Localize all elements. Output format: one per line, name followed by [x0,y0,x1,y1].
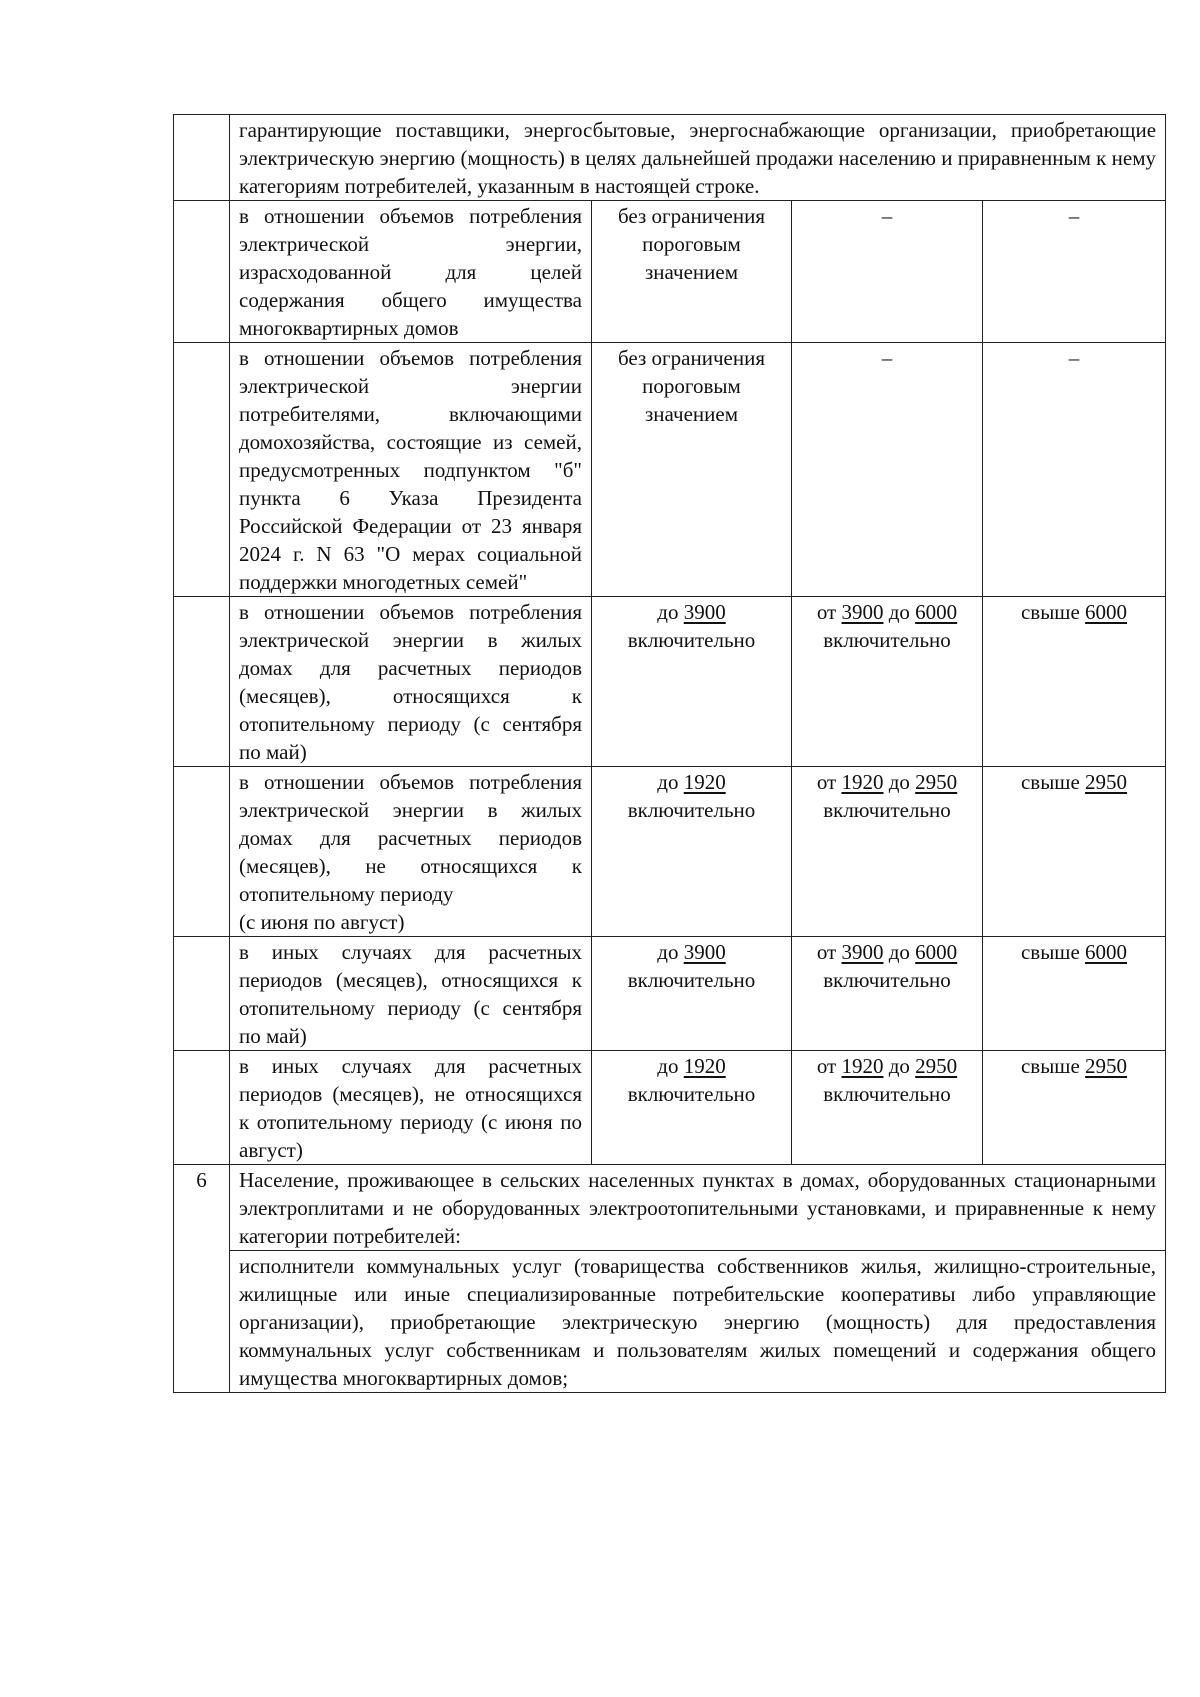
threshold-value-link[interactable]: 1920 [683,1054,726,1078]
table-row-large-families [174,343,1166,597]
suffix-text: включительно [823,1082,951,1106]
threshold-value-link[interactable]: 2950 [915,1054,958,1078]
threshold-upper [983,597,1166,767]
prefix-text: до [888,770,910,794]
table-row-houses-heating [174,597,1166,767]
threshold-middle [792,767,983,937]
table-row-suppliers [174,115,1166,201]
threshold-value-link[interactable]: 6000 [1085,940,1128,964]
prefix-text: от [816,600,837,624]
threshold-middle: – [792,201,983,343]
threshold-value-link[interactable]: 1920 [683,770,726,794]
threshold-middle [792,937,983,1051]
prefix-text: свыше [1020,1054,1080,1078]
threshold-upper [983,1051,1166,1165]
table-row-other-nonheating [174,1051,1166,1165]
threshold-lower [592,937,792,1051]
table-row-common-property [174,201,1166,343]
suffix-text: включительно [627,1082,756,1106]
threshold-upper [983,937,1166,1051]
prefix-text: до [657,770,679,794]
threshold-value-link[interactable]: 2950 [1085,770,1128,794]
threshold-value-link[interactable]: 6000 [915,600,958,624]
threshold-lower: без ограничения пороговым значением [592,201,792,343]
threshold-value-link[interactable]: 2950 [915,770,958,794]
tariff-table [173,114,1166,1393]
threshold-value-link[interactable]: 2950 [1085,1054,1128,1078]
threshold-middle: – [792,343,983,597]
threshold-value-link[interactable]: 3900 [683,600,726,624]
suppliers-text: гарантирующие поставщики, энергосбытовые, энергоснабжающие организации, приобретающие электрическую энергию (мощность) в целях дальнейшей продажи населению и приравненным к нему категориям потребителей, указанным в настоящей строке. [230,115,1166,201]
threshold-upper: – [983,201,1166,343]
row-number-cell [174,115,230,201]
prefix-text: до [657,1054,679,1078]
prefix-text: до [888,940,910,964]
prefix-text: свыше [1020,940,1080,964]
threshold-value-link[interactable]: 6000 [1085,600,1128,624]
row-description-tail: (с июня по август) [239,910,405,934]
threshold-value-link[interactable]: 1920 [841,1054,884,1078]
suffix-text: включительно [627,798,756,822]
row-description: в отношении объемов потребления электрической энергии в жилых домах для расчетных периодов (месяцев), относящихся к отопительному периоду (с сентября по май) [230,597,592,767]
table-row-section-6-utilities [174,1251,1166,1393]
prefix-text: до [657,600,679,624]
threshold-lower [592,767,792,937]
prefix-text: до [888,600,910,624]
row-number-cell [174,343,230,597]
prefix-text: свыше [1020,600,1080,624]
threshold-upper: – [983,343,1166,597]
row-number-cell [174,767,230,937]
threshold-value-link[interactable]: 3900 [841,600,884,624]
threshold-value-link[interactable]: 3900 [841,940,884,964]
section-title: Население, проживающее в сельских населенных пунктах в домах, оборудованных стационарными электроплитами и не оборудованных электроотопительными установками, и приравненные к нему категории потребителей: [230,1165,1166,1251]
row-number-cell [174,937,230,1051]
threshold-upper [983,767,1166,937]
prefix-text: от [816,770,837,794]
row-description: в иных случаях для расчетных периодов (месяцев), не относящихся к отопительному периоду (с июня по август) [230,1051,592,1165]
prefix-text: до [888,1054,910,1078]
suffix-text: включительно [823,798,951,822]
threshold-lower [592,1051,792,1165]
row-description: в отношении объемов потребления электрической энергии, израсходованной для целей содержания общего имущества многоквартирных домов [230,201,592,343]
row-number-cell [174,201,230,343]
threshold-value-link[interactable]: 1920 [841,770,884,794]
threshold-middle [792,597,983,767]
table-row-other-heating [174,937,1166,1051]
suffix-text: включительно [627,968,756,992]
table-row-section-6-title [174,1165,1166,1251]
row-number: 6 [174,1165,230,1393]
section-subtext: исполнители коммунальных услуг (товарищества собственников жилья, жилищно-строительные, жилищные или иные специализированные потребительские кооперативы либо управляющие организации), приобретающие электрическую энергию (мощность) для предоставления коммунальных услуг собственникам и пользователям жилых помещений и содержания общего имущества многоквартирных домов; [230,1251,1166,1393]
row-number-cell [174,1051,230,1165]
suffix-text: включительно [823,628,951,652]
suffix-text: включительно [823,968,951,992]
prefix-text: свыше [1020,770,1080,794]
threshold-value-link[interactable]: 6000 [915,940,958,964]
prefix-text: от [816,1054,837,1078]
threshold-lower: без ограничения пороговым значением [592,343,792,597]
row-number-cell [174,597,230,767]
row-description: в иных случаях для расчетных периодов (месяцев), относящихся к отопительному периоду (с сентября по май) [230,937,592,1051]
threshold-lower [592,597,792,767]
prefix-text: от [816,940,837,964]
table-row-houses-nonheating [174,767,1166,937]
row-description: в отношении объемов потребления электрической энергии потребителями, включающими домохозяйства, состоящие из семей, предусмотренных подпунктом "б" пункта 6 Указа Президента Российской Федерации от 23 января 2024 г. N 63 "О мерах социальной поддержки многодетных семей" [230,343,592,597]
row-description [230,767,592,937]
threshold-middle [792,1051,983,1165]
prefix-text: до [657,940,679,964]
row-description-text: в отношении объемов потребления электрической энергии в жилых домах для расчетных периодов (месяцев), не относящихся к отопительному периоду [239,770,582,906]
suffix-text: включительно [627,628,756,652]
threshold-value-link[interactable]: 3900 [683,940,726,964]
